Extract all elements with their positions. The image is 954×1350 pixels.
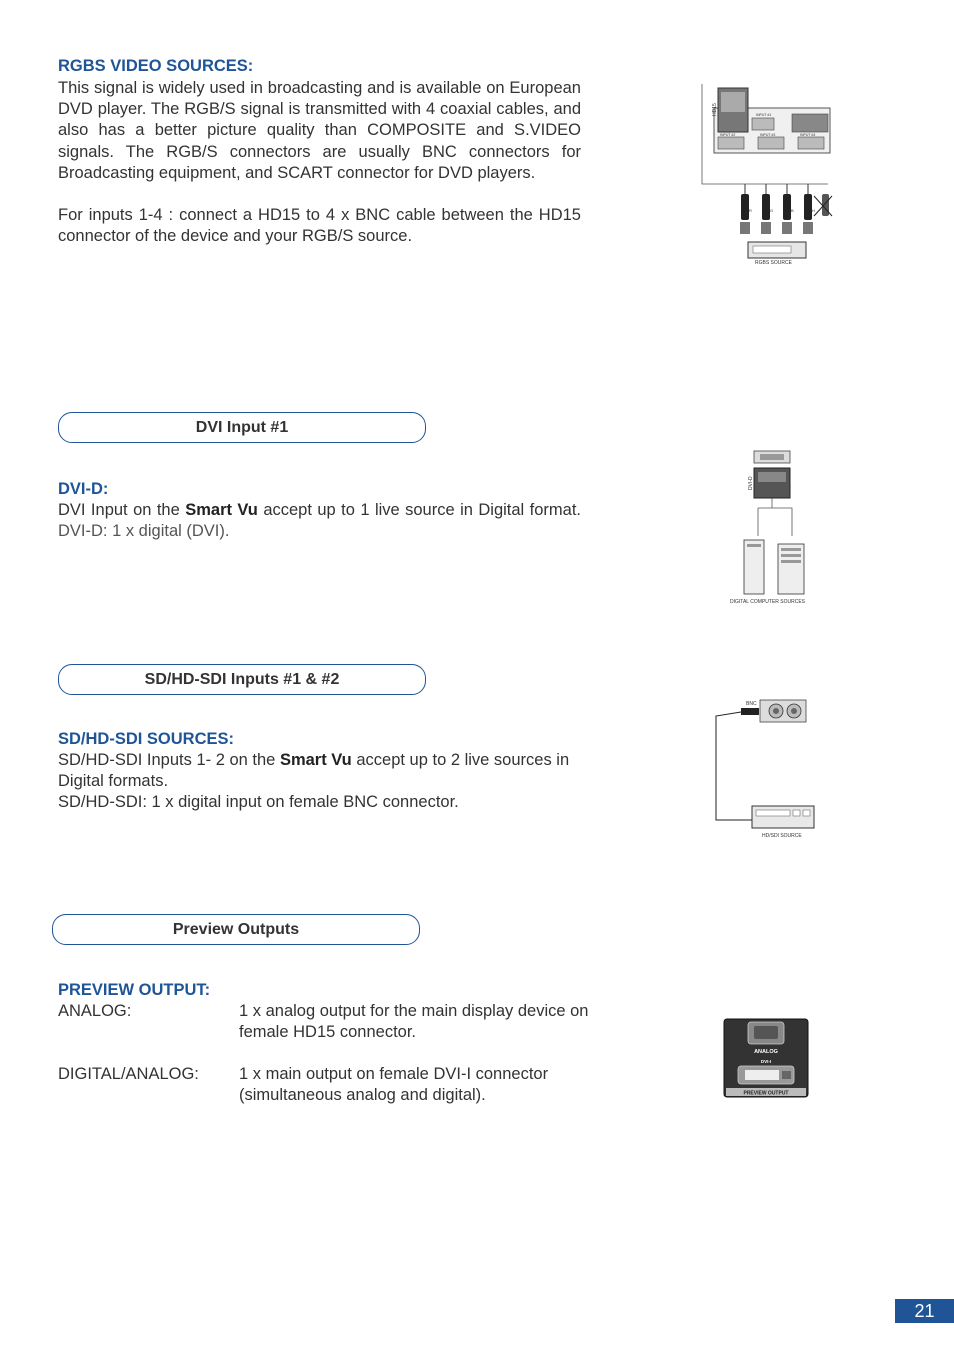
sdi-heading: SD/HD-SDI SOURCES: bbox=[58, 730, 235, 748]
input-label-2: INPUT #2 bbox=[720, 133, 736, 137]
dvi-d-label: DVI-D bbox=[748, 476, 754, 490]
preview-output-panel bbox=[723, 1018, 809, 1098]
analog-port-label: ANALOG bbox=[754, 1049, 778, 1055]
dvi-i-port-label: DVI-I bbox=[760, 1059, 772, 1064]
input-label-1: INPUT #1 bbox=[756, 113, 772, 117]
dvi-text-pre: DVI Input on the bbox=[58, 501, 186, 519]
dvi-text-post: accept up to 1 live source in Digital format. bbox=[257, 501, 581, 519]
rgbs-heading: RGBS VIDEO SOURCES: bbox=[58, 57, 254, 75]
preview-row-label: ANALOG: bbox=[58, 1002, 132, 1020]
bnc-label-h: H bbox=[812, 208, 815, 213]
preview-row-value: 1 x main output on female DVI-I connector (simultaneous analog and digital). bbox=[239, 1065, 549, 1105]
rgbs-paragraph-1: This signal is widely used in broadcasting and is available on European DVD player. The RGB/S signal is transmitted with 4 coaxial cables, and also has a better picture quality than COMPOSITE and S.VIDEO signals. The RGB/S connectors are usually BNC connectors for Broadcasting equipment, and SCART connector for DVD players. bbox=[58, 79, 581, 182]
sdi-connection-diagram bbox=[710, 698, 820, 840]
sdi-bnc-label: BNC bbox=[746, 701, 757, 707]
hd-sdi-source-device-icon bbox=[752, 806, 814, 828]
sdi-input-section-title: SD/HD-SDI Inputs #1 & #2 bbox=[58, 664, 426, 695]
sdi-brand: Smart Vu bbox=[279, 751, 352, 769]
bnc-plug-icon bbox=[741, 708, 759, 715]
preview-row-label: DIGITAL/ANALOG: bbox=[58, 1065, 199, 1083]
preview-heading: PREVIEW OUTPUT: bbox=[58, 981, 211, 999]
sdi-source-label: HD/SDI SOURCE bbox=[762, 833, 802, 839]
page-number: 21 bbox=[895, 1299, 954, 1323]
hd15-label: HD15 bbox=[712, 103, 718, 116]
bnc-label-b: B bbox=[791, 208, 794, 213]
preview-outputs-section-title: Preview Outputs bbox=[52, 914, 420, 945]
dvi-paragraph bbox=[58, 500, 581, 542]
sdi-paragraph-2: SD/HD-SDI: 1 x digital input on female BNC connector. bbox=[58, 793, 459, 811]
dvi-source-label: DIGITAL COMPUTER SOURCES bbox=[730, 599, 806, 605]
rgbs-paragraph-2: For inputs 1-4 : connect a HD15 to 4 x BNC cable between the HD15 connector of the device and your RGB/S source. bbox=[58, 206, 581, 246]
dvi-text-light: DVI-D: 1 x digital (DVI). bbox=[58, 522, 230, 541]
dvi-brand: Smart Vu bbox=[185, 501, 258, 519]
unused-plug-crossed-icon bbox=[814, 194, 832, 216]
dvi-heading: DVI-D: bbox=[58, 480, 109, 498]
sdi-paragraph bbox=[58, 750, 581, 792]
rgbs-connection-diagram bbox=[700, 82, 840, 267]
preview-output-panel-label: PREVIEW OUTPUT bbox=[743, 1090, 789, 1097]
bnc-label-r: R bbox=[749, 208, 752, 213]
bnc-label-g: G bbox=[770, 208, 774, 213]
computer-tower-2-icon bbox=[778, 544, 804, 594]
dvi-connection-diagram bbox=[728, 448, 818, 606]
dvi-input-section-title: DVI Input #1 bbox=[58, 412, 426, 443]
input-label-3: INPUT #3 bbox=[760, 133, 776, 137]
sdi-text-post: accept up to 2 live sources in Digital formats. bbox=[58, 751, 570, 791]
input-label-4: INPUT #4 bbox=[800, 133, 816, 137]
sdi-text-pre: SD/HD-SDI Inputs 1- 2 on the bbox=[58, 751, 280, 769]
computer-tower-icon bbox=[744, 540, 764, 594]
rgbs-source-label: RGBS SOURCE bbox=[755, 260, 792, 266]
preview-row-value: 1 x analog output for the main display device on female HD15 connector. bbox=[239, 1002, 589, 1042]
